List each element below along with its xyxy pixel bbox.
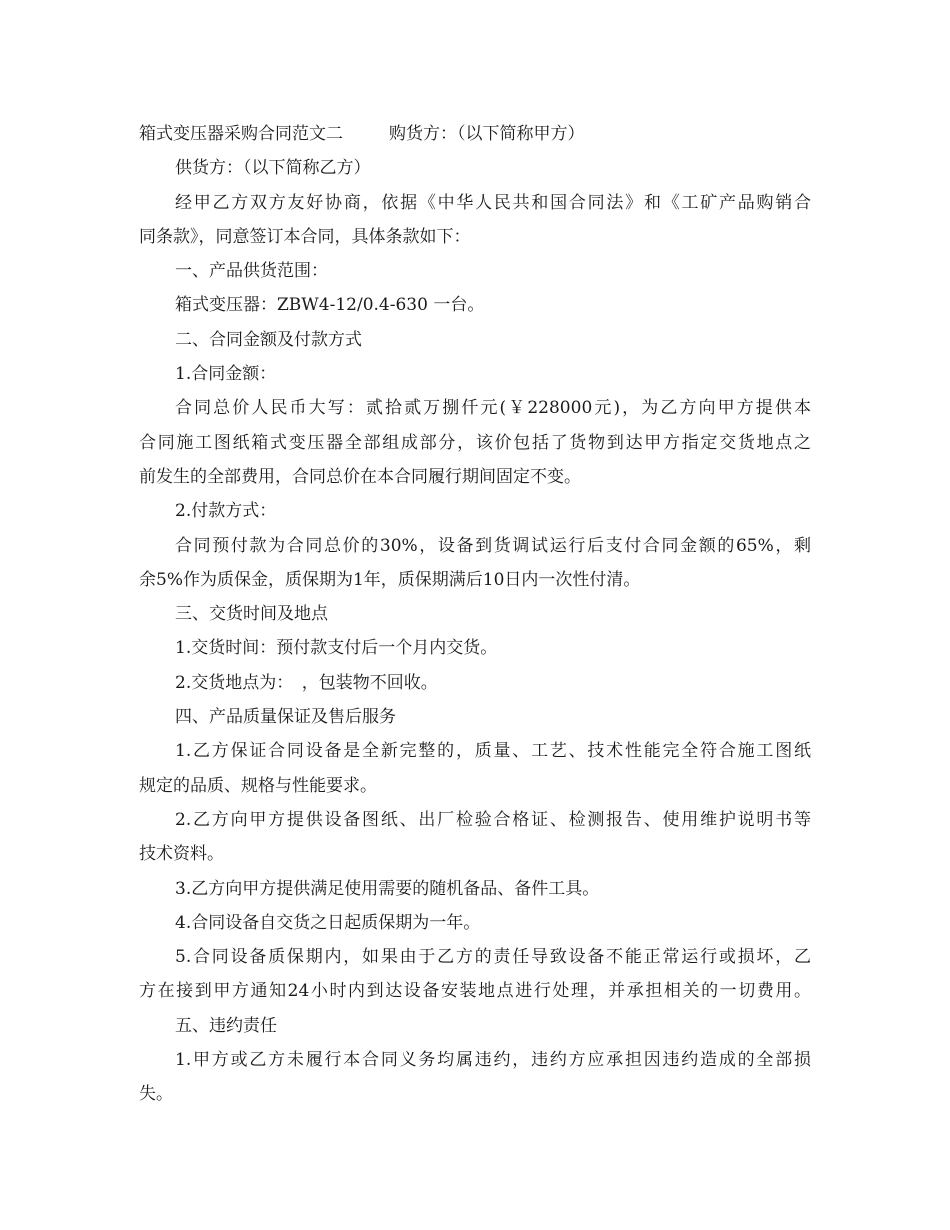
body-line: 规定的品质、规格与性能要求。 — [139, 775, 377, 796]
body-line: 三、交货时间及地点 — [175, 604, 328, 625]
body-line: 1.甲方或乙方未履行本合同义务均属违约，违约方应承担因违约造成的全部损 — [175, 1050, 811, 1071]
header-line — [139, 117, 811, 151]
buyer-line: 购货方：（以下简称甲方） — [389, 124, 585, 144]
body-line: 2.乙方向甲方提供设备图纸、出厂检验合格证、检测报告、使用维护说明书等 — [175, 809, 811, 830]
body-line: 四、产品质量保证及售后服务 — [175, 707, 396, 728]
supplier-line: 供货方：（以下简称乙方） — [175, 158, 371, 179]
body-line: 经甲乙方双方友好协商，依据《中华人民共和国合同法》和《工矿产品购销合 — [175, 192, 811, 213]
body-line: 箱式变压器：ZBW4-12/0.4-630 一台。 — [175, 295, 485, 316]
body-line: 合同预付款为合同总价的30%，设备到货调试运行后支付合同金额的65%，剩 — [175, 535, 811, 556]
body-line: 1.交货时间：预付款支付后一个月内交货。 — [175, 638, 498, 659]
body-line: 4.合同设备自交货之日起质保期为一年。 — [175, 912, 481, 933]
body-line: 方在接到甲方通知24小时内到达设备安装地点进行处理，并承担相关的一切费用。 — [139, 981, 811, 1002]
body-line: 合同总价人民币大写：贰拾贰万捌仟元(￥228000元)，为乙方向甲方提供本 — [175, 398, 811, 419]
body-line: 同条款》，同意签订本合同，具体条款如下： — [139, 226, 471, 247]
body-line: 失。 — [139, 1084, 173, 1105]
body-line: 一、产品供货范围： — [175, 261, 328, 282]
body-line: 3.乙方向甲方提供满足使用需要的随机备品、备件工具。 — [175, 878, 600, 899]
body-line: 2.付款方式： — [175, 501, 277, 522]
body-line: 合同施工图纸箱式变压器全部组成部分，该价包括了货物到达甲方指定交货地点之 — [139, 432, 811, 453]
body-line: 1.合同金额： — [175, 364, 277, 385]
document-title: 箱式变压器采购合同范文二 — [139, 124, 343, 144]
body-line: 技术资料。 — [139, 844, 224, 865]
body-line: 二、合同金额及付款方式 — [175, 329, 362, 350]
body-line: 5.合同设备质保期内，如果由于乙方的责任导致设备不能正常运行或损坏，乙 — [175, 947, 811, 968]
body-line: 2.交货地点为： ，包装物不回收。 — [175, 672, 438, 693]
contract-body — [139, 186, 811, 1112]
body-line: 余5%作为质保金，质保期为1年，质保期满后10日内一次性付清。 — [139, 569, 641, 590]
body-line: 前发生的全部费用，合同总价在本合同履行期间固定不变。 — [139, 466, 581, 487]
body-line: 五、违约责任 — [175, 1015, 277, 1036]
body-line: 1.乙方保证合同设备是全新完整的，质量、工艺、技术性能完全符合施工图纸 — [175, 741, 811, 762]
